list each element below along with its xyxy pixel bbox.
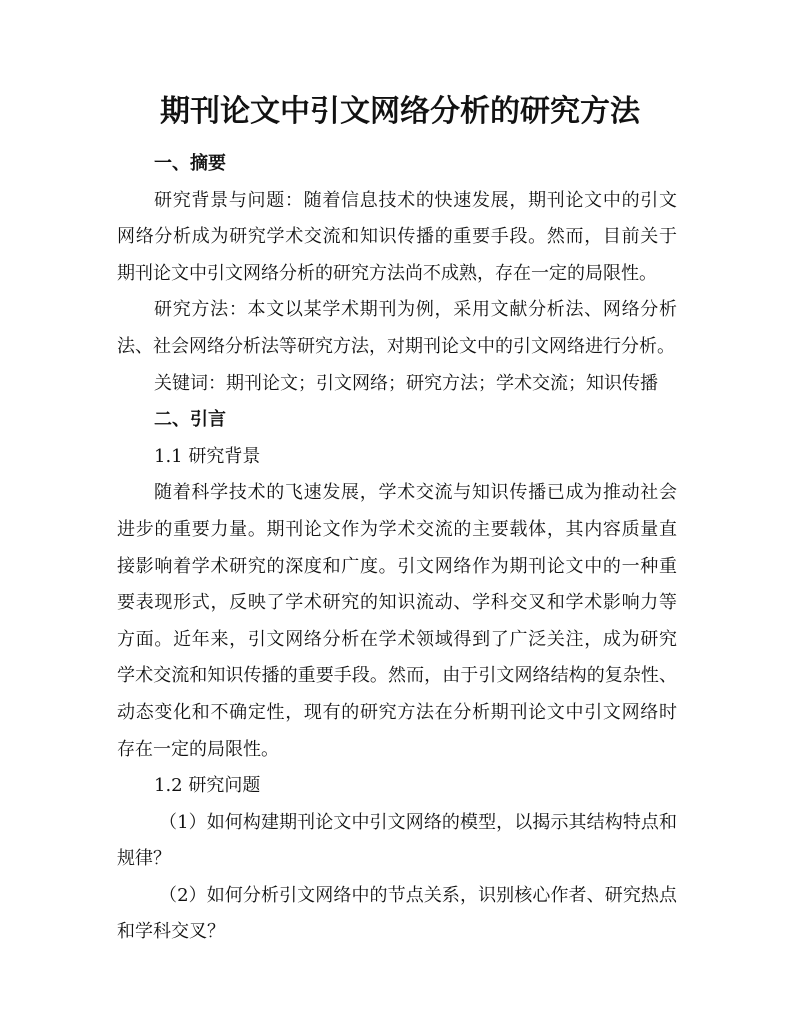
paragraph-line: 进步的重要力量。期刊论文作为学术交流的主要载体，其内容质量直 bbox=[117, 518, 677, 540]
paragraph-line: 要表现形式，反映了学术研究的知识流动、学科交叉和学术影响力等 bbox=[117, 592, 677, 614]
paragraph-line: 接影响着学术研究的深度和广度。引文网络作为期刊论文中的一种重 bbox=[117, 555, 677, 577]
section-heading-introduction: 二、引言 bbox=[154, 409, 226, 431]
research-question-1 bbox=[117, 805, 677, 878]
paragraph-line: 期刊论文中引文网络分析的研究方法尚不成熟，存在一定的局限性。 bbox=[117, 262, 657, 284]
paragraph-line: 研究方法：本文以某学术期刊为例，采用文献分析法、网络分析 bbox=[154, 299, 677, 321]
subsection-heading-questions: 1.2 研究问题 bbox=[154, 775, 261, 797]
paragraph-line: 动态变化和不确定性，现有的研究方法在分析期刊论文中引文网络时 bbox=[117, 701, 677, 723]
paragraph-line: （2）如何分析引文网络中的节点关系，识别核心作者、研究热点 bbox=[159, 884, 677, 906]
paragraph-line: 网络分析成为研究学术交流和知识传播的重要手段。然而，目前关于 bbox=[117, 226, 677, 248]
paragraph-line: 随着科学技术的飞速发展，学术交流与知识传播已成为推动社会 bbox=[154, 482, 677, 504]
paragraph-line: 学术交流和知识传播的重要手段。然而，由于引文网络结构的复杂性、 bbox=[117, 665, 677, 687]
paragraph-line: 规律？ bbox=[117, 848, 171, 870]
abstract-paragraph-methods bbox=[117, 292, 677, 365]
document-body bbox=[117, 146, 677, 951]
paragraph-line: 和学科交叉？ bbox=[117, 921, 225, 943]
background-paragraph bbox=[117, 475, 677, 768]
section-heading-abstract: 一、摘要 bbox=[154, 153, 226, 174]
paragraph-line: （1）如何构建期刊论文中引文网络的模型，以揭示其结构特点和 bbox=[159, 811, 677, 833]
page-title: 期刊论文中引文网络分析的研究方法 bbox=[160, 94, 640, 129]
paragraph-line: 存在一定的局限性。 bbox=[117, 738, 279, 760]
paragraph-line: 研究背景与问题：随着信息技术的快速发展，期刊论文中的引文 bbox=[154, 189, 677, 211]
keywords-line: 关键词：期刊论文；引文网络；研究方法；学术交流；知识传播 bbox=[154, 372, 658, 394]
research-question-2 bbox=[117, 878, 677, 951]
paragraph-line: 法、社会网络分析法等研究方法，对期刊论文中的引文网络进行分析。 bbox=[117, 335, 675, 357]
subsection-heading-background: 1.1 研究背景 bbox=[154, 445, 261, 467]
abstract-paragraph-background bbox=[117, 183, 677, 293]
paragraph-line: 方面。近年来，引文网络分析在学术领域得到了广泛关注，成为研究 bbox=[117, 628, 677, 650]
